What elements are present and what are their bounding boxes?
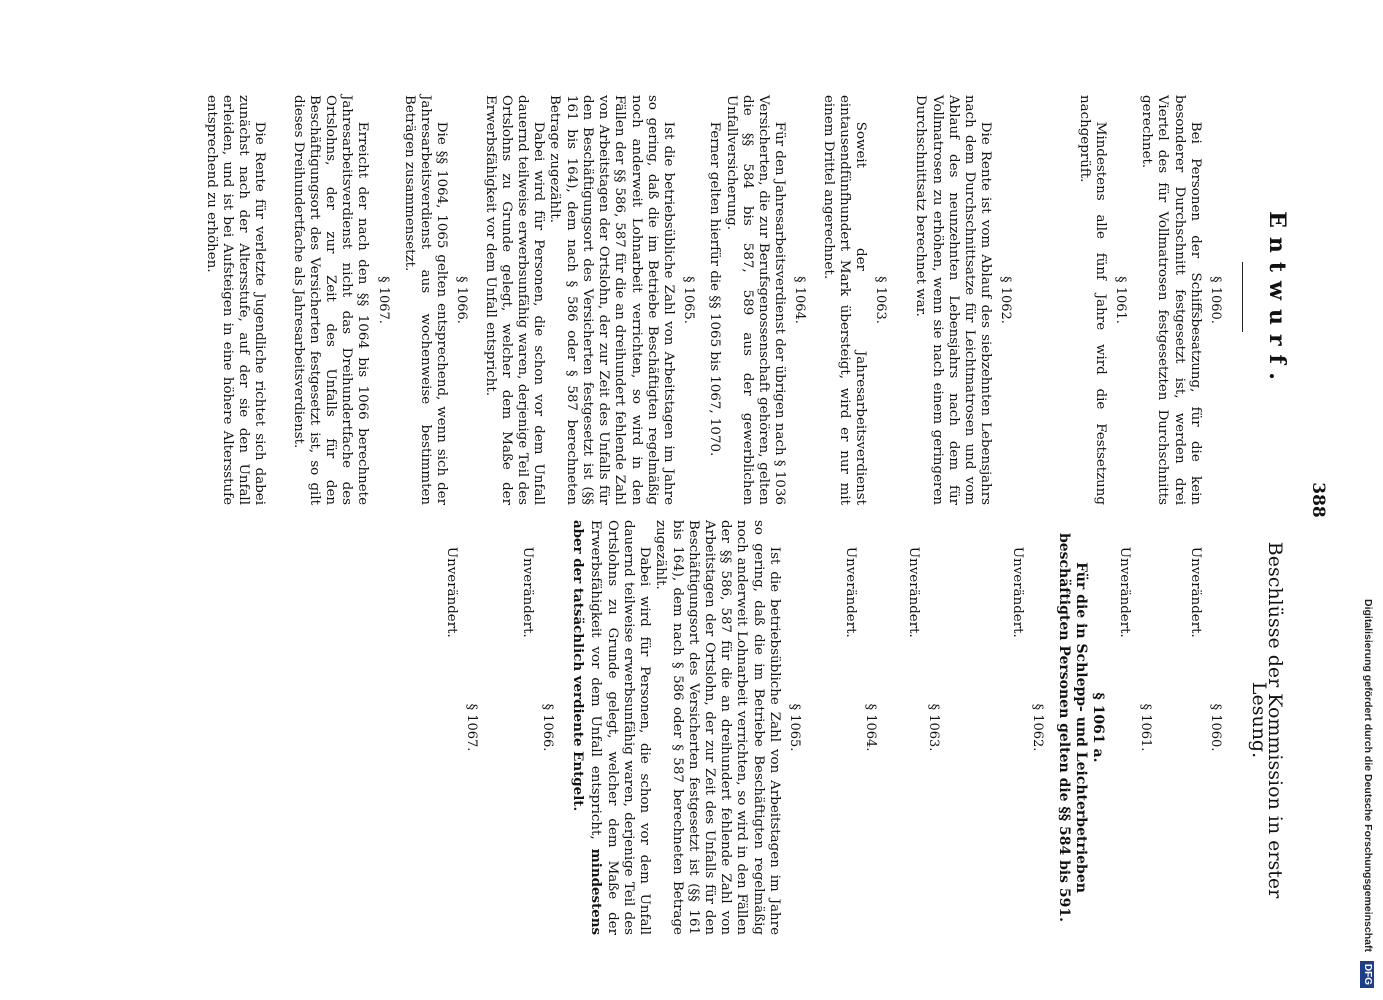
- left-s1067-text: [289, 95, 370, 505]
- right-s1062-title: § 1062.: [1030, 703, 1046, 752]
- left-closing-text-p: Die Rente für verletzte Jugendliche richtet sich dabei zunächst nach der Altersstufe, auf der sie den Unfall erleiden, und ist bei Aufsteigen in eine höhere Altersstufe entsprechend zu erhöhen.: [203, 95, 268, 505]
- funding-text: Digitalisierung gefördert durch die Deutsche Forschungsgemeinschaft: [1362, 598, 1374, 952]
- right-s1065-title: § 1065.: [786, 703, 802, 752]
- right-s1067-text: [442, 520, 458, 935]
- left-s1064-text1-p: Für den Jahresarbeitsverdienst der übrigen nach § 1036 Versicherten, die zur Berufsgenossenschaft gehören, gelten die §§ 584 bis 587, 589 aus der gewerblichen Unfallversicherung.: [723, 95, 788, 505]
- right-s1064-text-p: Unverändert.: [843, 546, 859, 638]
- right-s1062-text-p: Unverändert.: [1009, 546, 1025, 638]
- right-s1060-title: § 1060.: [1208, 703, 1223, 752]
- left-closing-text: [203, 95, 268, 505]
- left-s1065-text1: [546, 95, 676, 505]
- digitization-sidebar: [1358, 12, 1378, 988]
- right-s1063-text-p: Unverändert.: [905, 546, 921, 638]
- right-s1061a-text: Für die in Schlepp- und Leichterbetrieben beschäftigten Personen gelten die §§ 584 bis 591.: [1056, 532, 1090, 923]
- right-s1065-text2: [569, 520, 652, 935]
- left-s1064-text1: [722, 95, 787, 505]
- left-s1065-text2: [481, 95, 546, 505]
- right-s1061a-title: § 1061 a.: [1090, 692, 1107, 763]
- right-s1066-text: [519, 520, 535, 935]
- left-s1066-text-p: Die §§ 1064, 1065 gelten entsprechend, wenn sich der Jahresarbeitsverdienst aus wochenweise bestimmten Beträgen zusammensetzt.: [401, 95, 450, 505]
- left-s1060-text-p: Bei Personen der Schiffsbesatzung, für die kein besonderer Durchschnitt festgesetzt ist, werden drei Viertel des für Vollmatrosen festgesetzten Durchschnitts gerechnet.: [1139, 95, 1203, 505]
- right-s1065-text2-normal: Dabei wird für Personen, die schon vor dem Unfall dauernd teilweise erwerbsunfähig waren, derjenige Teil des Ortslohns zu Grunde gelegt, welcher dem Maße der Erwerbsfähigkeit vor dem Unfall entspricht,: [587, 520, 653, 935]
- left-s1066-title: § 1066.: [454, 276, 470, 324]
- left-s1061-text: [1075, 95, 1107, 505]
- right-column-heading: Beschlüsse der Kommission in erster Lesung.: [1247, 541, 1286, 899]
- left-s1064-title: § 1064.: [792, 276, 808, 324]
- right-s1060-text-p: Unverändert.: [1187, 546, 1203, 638]
- right-s1064-title: § 1064.: [863, 703, 879, 752]
- left-column: [203, 95, 1233, 505]
- right-s1063-text: [904, 520, 920, 935]
- right-s1061-title: § 1061.: [1137, 703, 1153, 752]
- right-s1061-text: [1116, 520, 1132, 935]
- dfg-logo: DFG: [1360, 961, 1374, 988]
- left-s1063-text: [819, 95, 868, 505]
- right-column: [442, 520, 1233, 935]
- left-s1066-text: [401, 95, 450, 505]
- left-s1064-text2-p: Ferner gelten hierfür die §§ 1065 bis 1067, 1070.: [707, 121, 723, 457]
- right-s1066-text-p: Unverändert.: [519, 546, 535, 638]
- right-s1065-text2-bold: mindestens aber der tatsächlich verdiente Entgelt.: [570, 520, 604, 935]
- right-s1062-text: [1009, 520, 1025, 935]
- right-s1065-text2-p: [569, 520, 652, 935]
- left-s1063-title: § 1063.: [873, 276, 889, 324]
- left-s1060-title: § 1060.: [1208, 276, 1223, 324]
- left-s1065-text1-p: Ist die betriebsübliche Zahl von Arbeitstagen im Jahre so gering, daß die im Betriebe Beschäftigten regelmäßig noch anderweit Lohnarbeit verrichten, so wird in den Fällen der §§ 586, 587 für die an dreihundert fehlende Zahl von Arbeitstagen der Ortslohn, der zur Zeit des Unfalls für den Beschäftigungsort des Versicherten festgesetzt ist (§§ 161 bis 164), dem nach § 586 oder § 587 berechneten Betrage zugezählt.: [547, 95, 676, 505]
- right-s1063-title: § 1063.: [925, 703, 941, 752]
- left-s1065-title: § 1065.: [681, 276, 697, 324]
- left-s1067-title: § 1067.: [375, 276, 391, 324]
- right-s1064-text: [842, 520, 858, 935]
- left-s1061-title: § 1061.: [1112, 276, 1128, 324]
- right-s1065-text1: [652, 520, 782, 935]
- left-s1067-text-p: Erreicht der nach den §§ 1064 bis 1066 berechnete Jahresarbeitsverdienst nicht das Dreihundertfache des Ortslohns, der zur Zeit des Unfalls für den Beschäftigungsort des Versicherten festgesetzt ist, so gilt dieses Dreihundertfache als Jahresarbeitsverdienst.: [290, 95, 371, 505]
- funding-note: [1358, 12, 1378, 988]
- right-s1065-text1-p: Ist die betriebsübliche Zahl von Arbeitstagen im Jahre so gering, daß die im Betriebe Beschäftigten regelmäßig noch anderweit Lohnarbeit verrichten, so wird in den Fällen der §§ 586, 587 für die an dreihundert fehlende Zahl von Arbeitstagen der Ortslohn, der zur Zeit des Unfalls für den Beschäftigungsort des Versicherten festgesetzt ist (§§ 161 bis 164), dem nach § 586 oder § 587 berechneten Betrage zugezählt.: [653, 520, 782, 935]
- left-s1063-text-p: Soweit der Jahresarbeitsverdienst eintausendfünfhundert Mark übersteigt, wird er nur mit einem Drittel angerechnet.: [820, 95, 868, 505]
- left-s1060-text: [1138, 95, 1203, 505]
- left-s1062-text-p: Die Rente ist vom Ablauf des siebzehnten Lebensjahrs nach dem Durchschnittsatze für Leichtmatrosen und vom Ablauf des neunzehnten Lebensjahrs nach dem für Vollmatrosen zu erhöhen, wenn sie nach einem geringeren Durchschnittsatz berechnet war.: [913, 95, 994, 505]
- left-column-heading: Entwurf.: [1264, 211, 1290, 389]
- left-s1065-text2-p: Dabei wird für Personen, die schon vor dem Unfall dauernd teilweise erwerbsunfähig waren, derjenige Teil des Ortslohns zu Grunde gelegt, welcher dem Maße der Erwerbsfähigkeit vor dem Unfall entspricht.: [482, 95, 547, 505]
- right-s1061-text-p: Unverändert.: [1117, 546, 1133, 638]
- right-s1067-text-p: Unverändert.: [443, 546, 459, 638]
- right-s1066-title: § 1066.: [540, 703, 556, 752]
- page-number: 388: [1308, 482, 1328, 518]
- heading-rule: [1242, 262, 1243, 332]
- left-s1062-text: [912, 95, 993, 505]
- right-s1060-text: [1187, 520, 1203, 935]
- right-s1067-title: § 1067.: [463, 703, 479, 752]
- left-s1064-text2: [706, 95, 722, 505]
- left-s1061-text-p: Mindestens alle fünf Jahre wird die Festsetzung nachgeprüft.: [1076, 95, 1108, 505]
- left-s1062-title: § 1062.: [998, 276, 1014, 324]
